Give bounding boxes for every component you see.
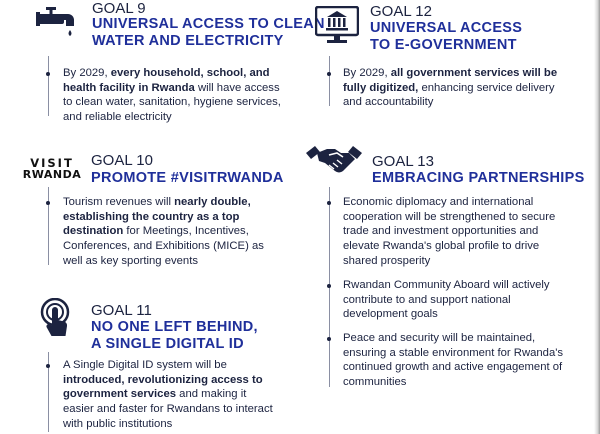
goal-11-number: GOAL 11 [91,302,152,319]
goal-12-number: GOAL 12 [370,3,432,20]
goal-9-number: GOAL 9 [92,0,146,17]
page-edge-shadow [594,0,600,434]
handshake-icon [305,143,363,175]
goal-9-bullet-1: By 2029, every household, school, and health facility in Rwanda will have access to clean water, sanitation, hygiene services, and reliable electricity [63,67,281,124]
goal-9-divider [48,56,49,116]
goal-13-number: GOAL 13 [372,153,434,170]
goal-9-title-line1: UNIVERSAL ACCESS TO CLEAN [92,16,325,32]
goal-10-bullet-1: Tourism revenues will nearly double, establishing the country as a top destination for Meetings, Incentives, Conferences, and Exhibitions (MICE) as well as key sporting events [63,196,264,267]
government-computer-icon [315,6,359,44]
goal-10-divider [48,187,49,265]
visit-rwanda-logo-line1: VISIT [30,156,74,170]
goal-9-bullet-dot [46,72,50,76]
goal-13-title-line1: EMBRACING PARTNERSHIPS [372,170,585,186]
goal-12-bullet-1: By 2029, all government services will be fully digitized, enhancing service delivery and accountability [343,67,558,109]
goal-12-title-line1: UNIVERSAL ACCESS [370,20,523,36]
goal-13-bullet-dot-3 [327,337,331,341]
touch-finger-icon [40,298,74,342]
goal-13-bullet-dot-1 [327,201,331,205]
goal-11-title-line2: A SINGLE DIGITAL ID [91,336,244,352]
goal-9-title-line2: WATER AND ELECTRICITY [92,33,284,49]
water-tap-icon [36,6,78,40]
goal-12-title-line2: TO E-GOVERNMENT [370,37,517,53]
goal-12-bullet-dot [327,72,331,76]
goal-13-bullet-3: Peace and security will be maintained, ensuring a stable environment for Rwanda's continued growth and active engagement of communities [343,332,564,389]
goal-11-title-line1: NO ONE LEFT BEHIND, [91,319,258,335]
goal-11-bullet-dot [46,364,50,368]
goal-12-divider [329,56,330,106]
goal-10-number: GOAL 10 [91,152,153,169]
goal-13-bullet-1: Economic diplomacy and international cooperation will be strengthened to secure trade and investment opportunities and elevate Rwanda's global profile to drive shared prosperity [343,196,556,267]
goal-10-bullet-dot [46,201,50,205]
goal-11-bullet-1: A Single Digital ID system will be introduced, revolutionizing access to government services and making it easier and faster for Rwandans to interact with public institutions [63,359,273,430]
goal-13-bullet-2: Rwandan Community Aboard will actively contribute to and support national development goals [343,279,550,321]
visit-rwanda-logo-line2: RWANDA [22,168,82,181]
goal-10-title-line1: PROMOTE #VISITRWANDA [91,170,284,186]
goal-13-bullet-dot-2 [327,284,331,288]
